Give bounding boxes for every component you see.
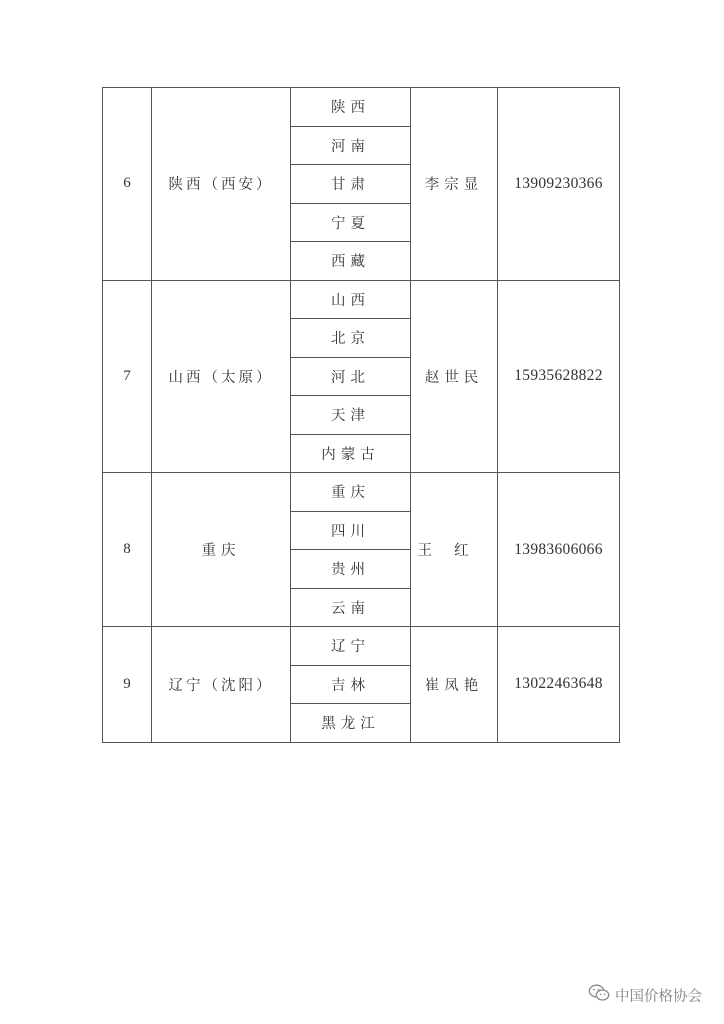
row-number: 9 xyxy=(103,627,152,743)
province-cell: 河南 xyxy=(291,126,411,165)
province-cell: 四川 xyxy=(291,511,411,550)
province-cell: 山西 xyxy=(291,280,411,319)
region-center: 陕西（西安） xyxy=(152,88,291,281)
province-cell: 内蒙古 xyxy=(291,434,411,473)
province-cell: 黑龙江 xyxy=(291,704,411,743)
province-cell: 北京 xyxy=(291,319,411,358)
province-cell: 西藏 xyxy=(291,242,411,281)
contact-name: 王红 xyxy=(411,473,498,627)
province-cell: 宁夏 xyxy=(291,203,411,242)
province-cell: 天津 xyxy=(291,396,411,435)
contact-name: 赵世民 xyxy=(411,280,498,473)
contact-phone: 13022463648 xyxy=(498,627,620,743)
row-number: 8 xyxy=(103,473,152,627)
province-cell: 陕西 xyxy=(291,88,411,127)
wechat-icon xyxy=(588,984,610,1006)
province-cell: 吉林 xyxy=(291,665,411,704)
contact-phone: 13909230366 xyxy=(498,88,620,281)
province-cell: 贵州 xyxy=(291,550,411,589)
contact-phone: 15935628822 xyxy=(498,280,620,473)
table-row xyxy=(103,627,620,666)
region-center: 重庆 xyxy=(152,473,291,627)
table-row xyxy=(103,473,620,512)
row-number: 7 xyxy=(103,280,152,473)
row-number: 6 xyxy=(103,88,152,281)
province-cell: 甘肃 xyxy=(291,165,411,204)
contact-name: 李宗显 xyxy=(411,88,498,281)
region-center: 辽宁（沈阳） xyxy=(152,627,291,743)
source-watermark xyxy=(588,984,702,1006)
province-cell: 辽宁 xyxy=(291,627,411,666)
contact-phone: 13983606066 xyxy=(498,473,620,627)
province-cell: 河北 xyxy=(291,357,411,396)
province-cell: 重庆 xyxy=(291,473,411,512)
watermark-text: 中国价格协会 xyxy=(615,988,702,1005)
table-row xyxy=(103,280,620,319)
contact-name: 崔凤艳 xyxy=(411,627,498,743)
regional-contacts-table xyxy=(102,87,620,743)
table-row xyxy=(103,88,620,127)
region-center: 山西（太原） xyxy=(152,280,291,473)
province-cell: 云南 xyxy=(291,588,411,627)
